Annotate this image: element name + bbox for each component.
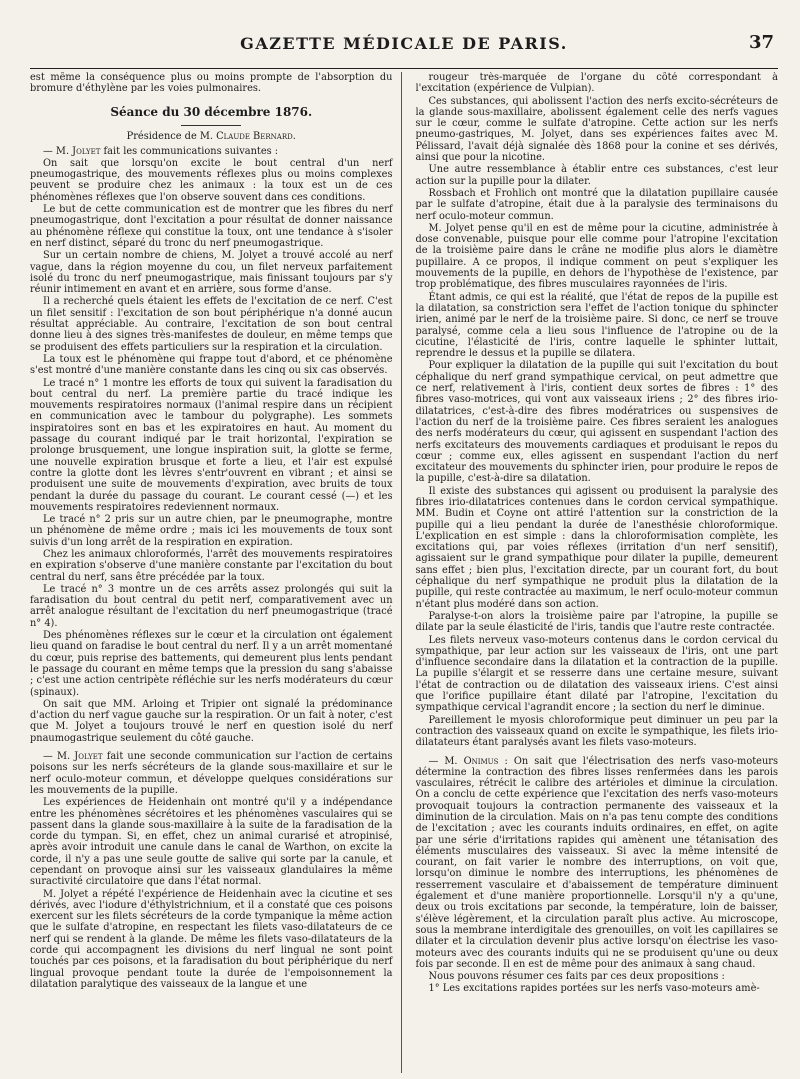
- president-name: Claude Bernard.: [216, 130, 296, 142]
- section-title: [30, 105, 393, 126]
- left-column: [30, 72, 402, 1073]
- paragraph: Pareillement le myosis chloroformique peut diminuer un peu par la contraction des vaisseaux quand on excite le sympathique, les filets irio-dilatateurs étant paralysés avant les filets vaso-moteurs.: [415, 714, 778, 749]
- speaker-name: — M. Jolyet: [43, 751, 103, 763]
- onimus-communication-text: : On sait que l'électrisation des nerfs vaso-moteurs détermine la contraction des fibres lisses renfermées dans les parois vasculaires, rétrécit le calibre des artérioles et diminue la circulation. On a conclu de cette expérience que l'excitation des nerfs vaso-moteurs provoquait toujours la contraction permanente des vaisseaux et la diminution de la circulation. Mais on n'a pas tenu compte des conditions de l'excitation ; avec les courants induits ordinaires, en effet, on agite par une série d'irritations rapides qui amènent une tétanisation des éléments musculaires des vaisseaux. Si avec la même intensité de courant, on fait varier le nombre des interruptions, on voit que, lorsqu'on diminue le nombre des interruptions, les phénomènes de resserrement vasculaire et d'abaissement de température diminuent également et d'une manière proportionnelle. Lorsqu'il n'y a qu'une, deux ou trois excitations par seconde, la température, loin de baisser, s'élève légèrement, et la circulation paraît plus active. Au microscope, sous la membrane interdigitale des grenouilles, on voit les capillaires se dilater et la circulation devenir plus active lorsqu'on électrise les vaso-moteurs avec des courants induits qui ne se produisent qu'une ou deux fois par seconde. Il en est de même pour des animaux à sang chaud.: [415, 755, 778, 970]
- journal-title: GAZETTE MÉDICALE DE PARIS.: [240, 34, 568, 53]
- left-paragraphs: [30, 158, 393, 744]
- paragraph: Des phénomènes réflexes sur le cœur et la circulation ont également lieu quand on faradise le bout central du nerf. Il y a un arrêt momentané du cœur, puis reprise des battements, qui demeurent plus lents pendant le passage du courant en même temps que la pression du sang s'abaisse ; c'est une action centripète réfléchie sur les nerfs modérateurs du cœur (spinaux).: [30, 630, 393, 698]
- intro-paragraph: est même la conséquence plus ou moins prompte de l'absorption du bromure d'éthylène par les voies pulmonaires.: [30, 72, 393, 95]
- communication-intro-text: fait les communications suivantes :: [100, 145, 279, 157]
- second-communication-text: fait une seconde communication sur l'action de certains poisons sur les nerfs sécréteurs de la glande sous-maxillaire et sur le nerf oculo-moteur commun, et développe quelques considérations sur les mouvements de la pupille.: [30, 751, 393, 796]
- paragraph: On sait que MM. Arloing et Tripier ont signalé la prédominance d'action du nerf vague gauche sur la respiration. Or un fait à noter, c'est que M. Jolyet a toujours trouvé le nerf en question isolé du nerf pnaumogastrique seulement du côté gauche.: [30, 698, 393, 744]
- right-paragraphs: [416, 72, 779, 749]
- paragraph: Nous pouvons résumer ces faits par ces deux propositions :: [428, 971, 725, 983]
- paragraph: Le tracé n° 1 montre les efforts de toux qui suivent la faradisation du bout central du nerf. La première partie du tracé indique les mouvements respiratoires normaux (l'animal respire dans un récipient en communication avec le tambour du polygraphe). Les sommets inspiratoires sont en bas et les expiratoires en haut. Au moment du passage du courant indiqué par le trait horizontal, l'expiration se prolonge brusquement, une longue inspiration suit, la glotte se ferme, une nouvelle expiration brusque et forte a lieu, et l'air est expulsé contre la glotte dont les lèvres s'entr'ouvrent en vibrant ; et ainsi se produisent une suite de mouvements d'expiration, avec bruits de toux pendant la durée du passage du courant. Le courant cessé (—) et les mouvements respiratoires redeviennent normaux.: [30, 377, 393, 513]
- paragraph: Pour expliquer la dilatation de la pupille qui suit l'excitation du bout céphalique du nerf grand sympathique cervical, on peut admettre que ce nerf, relativement à l'iris, contient deux sortes de fibres : 1° des fibres vaso-motrices, qui vont aux vaisseaux iriens ; 2° des fibres irio-dilatatrices, c'est-à-dire des fibres modératrices ou suspensives de l'action du nerf de la troisième paire. Ces fibres seraient les analogues des nerfs modérateurs du cœur, qui agissent en suspendant l'action des nerfs excitateurs des mouvements cardiaques et produisant le repos du cœur ; comme eux, elles agissent en suspendant l'action du nerf excitateur des mouvements du sphincter irien, pour produire le repos de la pupille, c'est-à-dire sa dilatation.: [415, 360, 778, 485]
- section-title-text: Séance du 30 décembre 1876.: [110, 104, 313, 119]
- paragraph: Le but de cette communication est de montrer que les fibres du nerf pneumogastrique, dont l'excitation a pour résultat de donner naissance au phénomène réflexe qui constitue la toux, ont une tendance à s'isoler en nerf distinct, séparé du tronc du nerf pneumogastrique.: [30, 204, 393, 249]
- paragraph: Le tracé n° 3 montre un de ces arrêts assez prolongés qui suit la faradisation du bout central du petit nerf, comparativement avec un arrêt analogue résultant de l'excitation du nerf pneumogastrique (tracé n° 4).: [30, 583, 393, 629]
- communication-intro: [30, 146, 393, 157]
- paragraph: rougeur très-marquée de l'organe du côté correspondant à l'excitation (expérience de Vulpian).: [415, 72, 778, 95]
- paragraph: La toux est le phénomène qui frappe tout d'abord, et ce phénomène s'est montré d'une manière constante dans les cinq ou six cas observés.: [30, 353, 393, 377]
- paragraph: M. Jolyet pense qu'il en est de même pour la cicutine, administrée à dose convenable, puisque pour elle comme pour l'atropine l'excitation de la troisième paire dans le crâne ne modifie plus alors le diamètre pupillaire. A ce propos, il indique comment on peut s'expliquer les mouvements de la pupille, en dehors de l'hypothèse de l'existence, par trop problématique, des fibres musculaires rayonnées de l'iris.: [415, 222, 778, 291]
- second-communication: [30, 751, 393, 796]
- paragraph: Il existe des substances qui agissent ou produisent la paralysie des fibres irio-dilatatrices contenues dans le cordon cervical sympathique. MM. Budin et Coyne ont attiré l'attention sur la constriction de la pupille qui a lieu pendant la durée de l'anesthésie chloroformique. L'explication en est simple : dans la chloroformisation complète, les excitations qui, par voies réflexes (irritation d'un nerf sensitif), agissaient sur le grand sympathique pour dilater la pupille, demeurent sans effet ; bien plus, l'excitation directe, par un courant fort, du bout céphalique du nerf sympathique ne produit plus la dilatation de la pupille, qui reste contractée au maximum, le nerf oculo-moteur commun n'étant plus modéré dans son action.: [415, 485, 778, 610]
- speaker-name: — M. Jolyet: [43, 145, 101, 157]
- right-column: [416, 72, 779, 1073]
- paragraph: Sur un certain nombre de chiens, M. Jolyet a trouvé accolé au nerf vague, dans la région moyenne du cou, un filet nerveux parfaitement isolé du tronc du nerf pneumogastrique, mais finissant toujours par s'y réunir intimement en avant et en arrière, sous forme d'anse.: [30, 250, 393, 296]
- paragraph: Les expériences de Heidenhain ont montré qu'il y a indépendance entre les phénomènes sécrétoires et les phénomènes vasculaires qui se passent dans la glande sous-maxillaire à la suite de la faradisation de la corde du tympan. Si, en effet, chez un animal curarisé et atropinisé, après avoir introduit une canule dans le canal de Warthon, on excite la corde, il n'y a pas une seule goutte de salive qui sorte par la canule, et cependant on provoque ainsi sur les vaisseaux glandulaires la même suractivité circulatoire que dans l'état normal.: [30, 797, 393, 888]
- presidence-line: [30, 131, 393, 142]
- paragraph: Ces substances, qui abolissent l'action des nerfs excito-sécréteurs de la glande sous-maxillaire, abolissent également celle des nerfs vagues sur le cœur, comme le sulfate d'atropine. Cette action sur les nerfs pneumo-gastriques, M. Jolyet, dans ses expériences faites avec M. Pélissard, l'avait déjà signalée dès 1868 pour la conine et ses dérivés, ainsi que pour la nicotine.: [415, 95, 778, 164]
- paragraph: Les filets nerveux vaso-moteurs contenus dans le cordon cervical du sympathique, par leur action sur les vaisseaux de l'iris, ont une part d'influence secondaire dans la dilatation et la contraction de la pupille. La pupille s'élargit et se resserre dans une certaine mesure, suivant l'état de contraction ou de dilatation des vaisseaux iriens. C'est ainsi que l'orifice pupillaire étant dilaté par l'atropine, l'excitation du sympathique cervical l'agrandit encore ; la section du nerf le diminue.: [415, 634, 778, 714]
- paragraph: Il a recherché quels étaient les effets de l'excitation de ce nerf. C'est un filet sensitif : l'excitation de son bout périphérique n'a donné aucun résultat appréciable. Au contraire, l'excitation de son bout central donne lieu à des signes très-manifestes de douleur, en même temps que se produisent des effets particuliers sur la respiration et la circulation.: [30, 296, 393, 353]
- paragraph: Paralyse-t-on alors la troisième paire par l'atropine, la pupille se dilate par la seule élasticité de l'iris, tandis que l'autre reste contractée.: [415, 610, 778, 634]
- speaker-name: — M. Onimus: [428, 755, 499, 767]
- paragraph: Le tracé n° 2 pris sur un autre chien, par le pneumographe, montre un phénomène de même ordre ; mais ici les mouvements de toux sont suivis d'un long arrêt de la respiration en expiration.: [30, 514, 393, 548]
- page-header: [30, 28, 778, 69]
- presidence-prefix: Présidence de M.: [126, 130, 213, 142]
- paragraph: 1° Les excitations rapides portées sur les nerfs vaso-moteurs amè-: [428, 983, 760, 995]
- left-paragraphs-2: [30, 797, 393, 990]
- paragraph: Une autre ressemblance à établir entre ces substances, c'est leur action sur la pupille pour la dilater.: [415, 164, 778, 187]
- paragraph: On sait que lorsqu'on excite le bout central d'un nerf pneumogastrique, des mouvements réflexes plus ou moins complexes peuvent se produire chez les animaux : la toux est un de ces phénomènes réflexes que l'on observe souvent dans ces conditions.: [30, 157, 393, 203]
- paragraph: M. Jolyet a répété l'expérience de Heidenhain avec la cicutine et ses dérivés, avec l'iodure d'éthylstrichnium, et il a constaté que ces poisons exercent sur les filets sécréteurs de la corde tympanique la même action que le sulfate d'atropine, en respectant les filets vaso-dilatateurs de ce nerf qui se rendent à la glande. De même les filets vaso-dilatateurs de la corde qui accompagnent les divisions du nerf lingual ne sont point touchés par ces poisons, et la faradisation du bout périphérique du nerf lingual provoque pendant toute la durée de l'empoisonnement la dilatation paralytique des vaisseaux de la langue et une: [30, 888, 393, 990]
- paragraph: Chez les animaux chloroformés, l'arrêt des mouvements respiratoires en expiration s'observe d'une manière constante par l'excitation du bout central du nerf, sans être précédée par la toux.: [30, 548, 393, 583]
- paragraph: Rossbach et Frohlich ont montré que la dilatation pupillaire causée par le sulfate d'atropine, était due à la paralysie des terminaisons du nerf oculo-moteur commun.: [415, 187, 778, 222]
- onimus-communication: [416, 756, 779, 971]
- closing-paragraphs: [416, 971, 779, 995]
- text-columns: [30, 72, 778, 1073]
- title-rule: [181, 125, 241, 126]
- paragraph: Étant admis, ce qui est la réalité, que l'état de repos de la pupille est la dilatation, sa constriction sera l'effet de l'action tonique du sphincter irien, animé par le nerf de la troisième paire. Si donc, ce nerf se trouve paralysé, comme cela a lieu sous l'influence de l'atropine ou de la cicutine, l'élasticité de l'iris, contre laquelle le sphinter luttait, reprendre le dessus et la pupille se dilatera.: [415, 291, 778, 360]
- page-number: 37: [748, 32, 774, 53]
